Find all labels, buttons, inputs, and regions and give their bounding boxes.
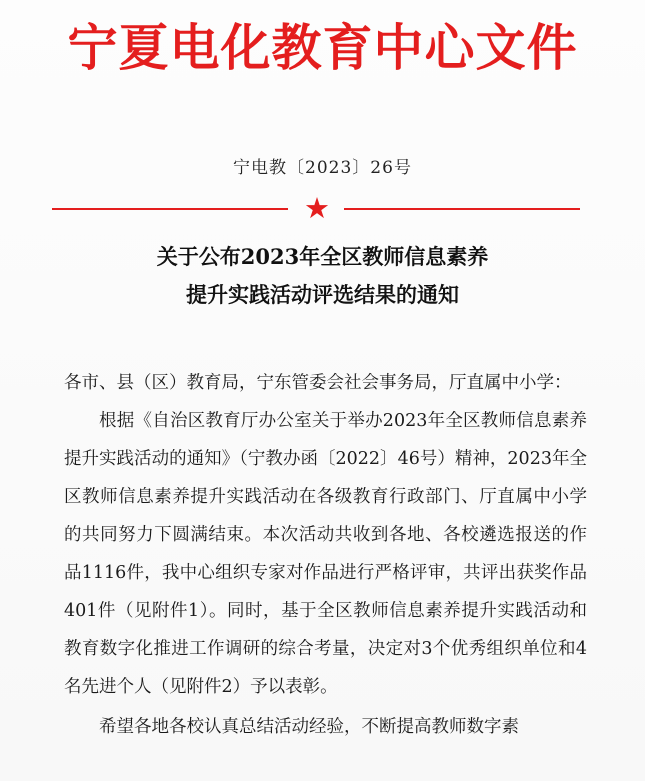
red-divider — [52, 191, 580, 225]
salutation: 各市、县（区）教育局，宁东管委会社会事务局，厅直属中小学： — [64, 373, 572, 393]
star-icon: ★ — [304, 191, 330, 225]
divider-line-left — [52, 208, 288, 210]
document-number: 宁电教〔2023〕26号 — [233, 158, 412, 178]
document-title — [0, 238, 645, 314]
title-line-1: 关于公布2023年全区教师信息素养 — [156, 244, 489, 269]
body-paragraph-2: 希望各地各校认真总结活动经验，不断提高教师数字素 — [99, 717, 519, 737]
divider-line-right — [344, 208, 580, 210]
title-line-2: 提升实践活动评选结果的通知 — [186, 282, 459, 307]
body-paragraph-1: 根据《自治区教育厅办公室关于举办2023年全区教师信息素养提升实践活动的通知》（宁教办函〔2022〕46号）精神，2023年全区教师信息素养提升实践活动在各级教育行政部门、厅直属中小学的共同努力下圆满结束。本次活动共收到各地、各校遴选报送的作品1116件，我中心组织专家对作品进行严格评审，共评出获奖作品401件（见附件1）。同时，基于全区教师信息素养提升实践活动和教育数字化推进工作调研的综合考量，决定对3个优秀组织单位和4名先进个人（见附件2）予以表彰。 — [64, 411, 587, 697]
document-masthead: 宁夏电化教育中心文件 — [67, 18, 578, 77]
document-body — [64, 364, 587, 746]
